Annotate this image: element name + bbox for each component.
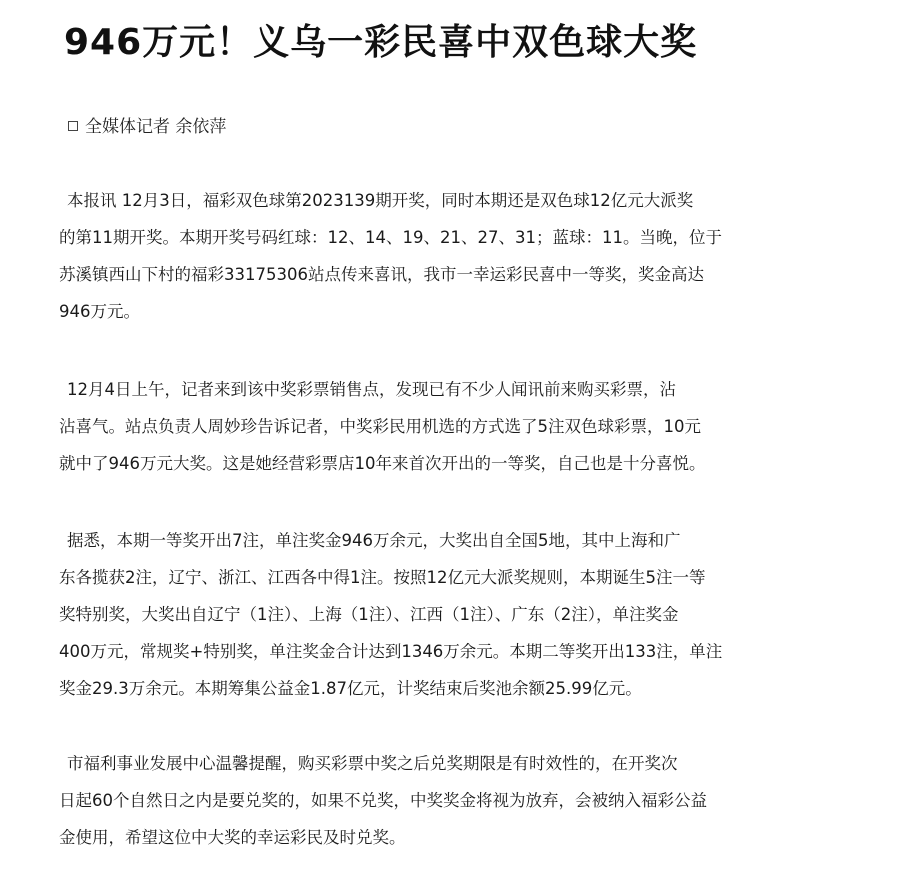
paragraph-1 xyxy=(59,182,771,330)
paragraph-line: 奖金29.3万余元。本期筹集公益金1.87亿元，计奖结束后奖池余额25.99亿元。 xyxy=(59,679,642,698)
paragraph-4 xyxy=(59,745,771,856)
paragraph-line: 就中了946万元大奖。这是她经营彩票店10年来首次开出的一等奖，自己也是十分喜悦。 xyxy=(59,454,706,473)
paragraph-line: 奖特别奖，大奖出自辽宁（1注）、上海（1注）、江西（1注）、广东（2注），单注奖金 xyxy=(59,605,679,624)
paragraph-3 xyxy=(59,522,771,707)
paragraph-line: 的第11期开奖。本期开奖号码红球：12、14、19、21、27、31；蓝球：11。当晚，位于 xyxy=(59,228,722,247)
paragraph-line: 日起60个自然日之内是要兑奖的，如果不兑奖，中奖奖金将视为放弃，会被纳入福彩公益 xyxy=(59,791,707,810)
headline: 946万元！义乌一彩民喜中双色球大奖 xyxy=(64,22,698,63)
checkbox-icon xyxy=(68,121,78,131)
paragraph-line: 苏溪镇西山下村的福彩33175306站点传来喜讯，我市一幸运彩民喜中一等奖，奖金高达 xyxy=(59,265,704,284)
paragraph-line: 金使用，希望这位中大奖的幸运彩民及时兑奖。 xyxy=(59,828,406,847)
paragraph-line: 据悉，本期一等奖开出7注，单注奖金946万余元，大奖出自全国5地，其中上海和广 xyxy=(67,531,681,550)
paragraph-line: 东各揽获2注，辽宁、浙江、江西各中得1注。按照12亿元大派奖规则，本期诞生5注一等 xyxy=(59,568,706,587)
paragraph-line: 市福利事业发展中心温馨提醒，购买彩票中奖之后兑奖期限是有时效性的，在开奖次 xyxy=(67,754,678,773)
byline-text: 全媒体记者 余依萍 xyxy=(85,117,227,137)
paragraph-line: 946万元。 xyxy=(59,302,140,321)
paragraph-line: 12月4日上午，记者来到该中奖彩票销售点，发现已有不少人闻讯前来购买彩票，沾 xyxy=(67,380,676,399)
paragraph-line: 本报讯 12月3日，福彩双色球第2023139期开奖，同时本期还是双色球12亿元大派奖 xyxy=(67,191,694,210)
byline xyxy=(68,113,226,141)
paragraph-line: 400万元，常规奖+特别奖，单注奖金合计达到1346万余元。本期二等奖开出133注，单注 xyxy=(59,642,723,661)
paragraph-2 xyxy=(59,371,771,482)
paragraph-line: 沾喜气。站点负责人周妙珍告诉记者，中奖彩民用机选的方式选了5注双色球彩票，10元 xyxy=(59,417,701,436)
